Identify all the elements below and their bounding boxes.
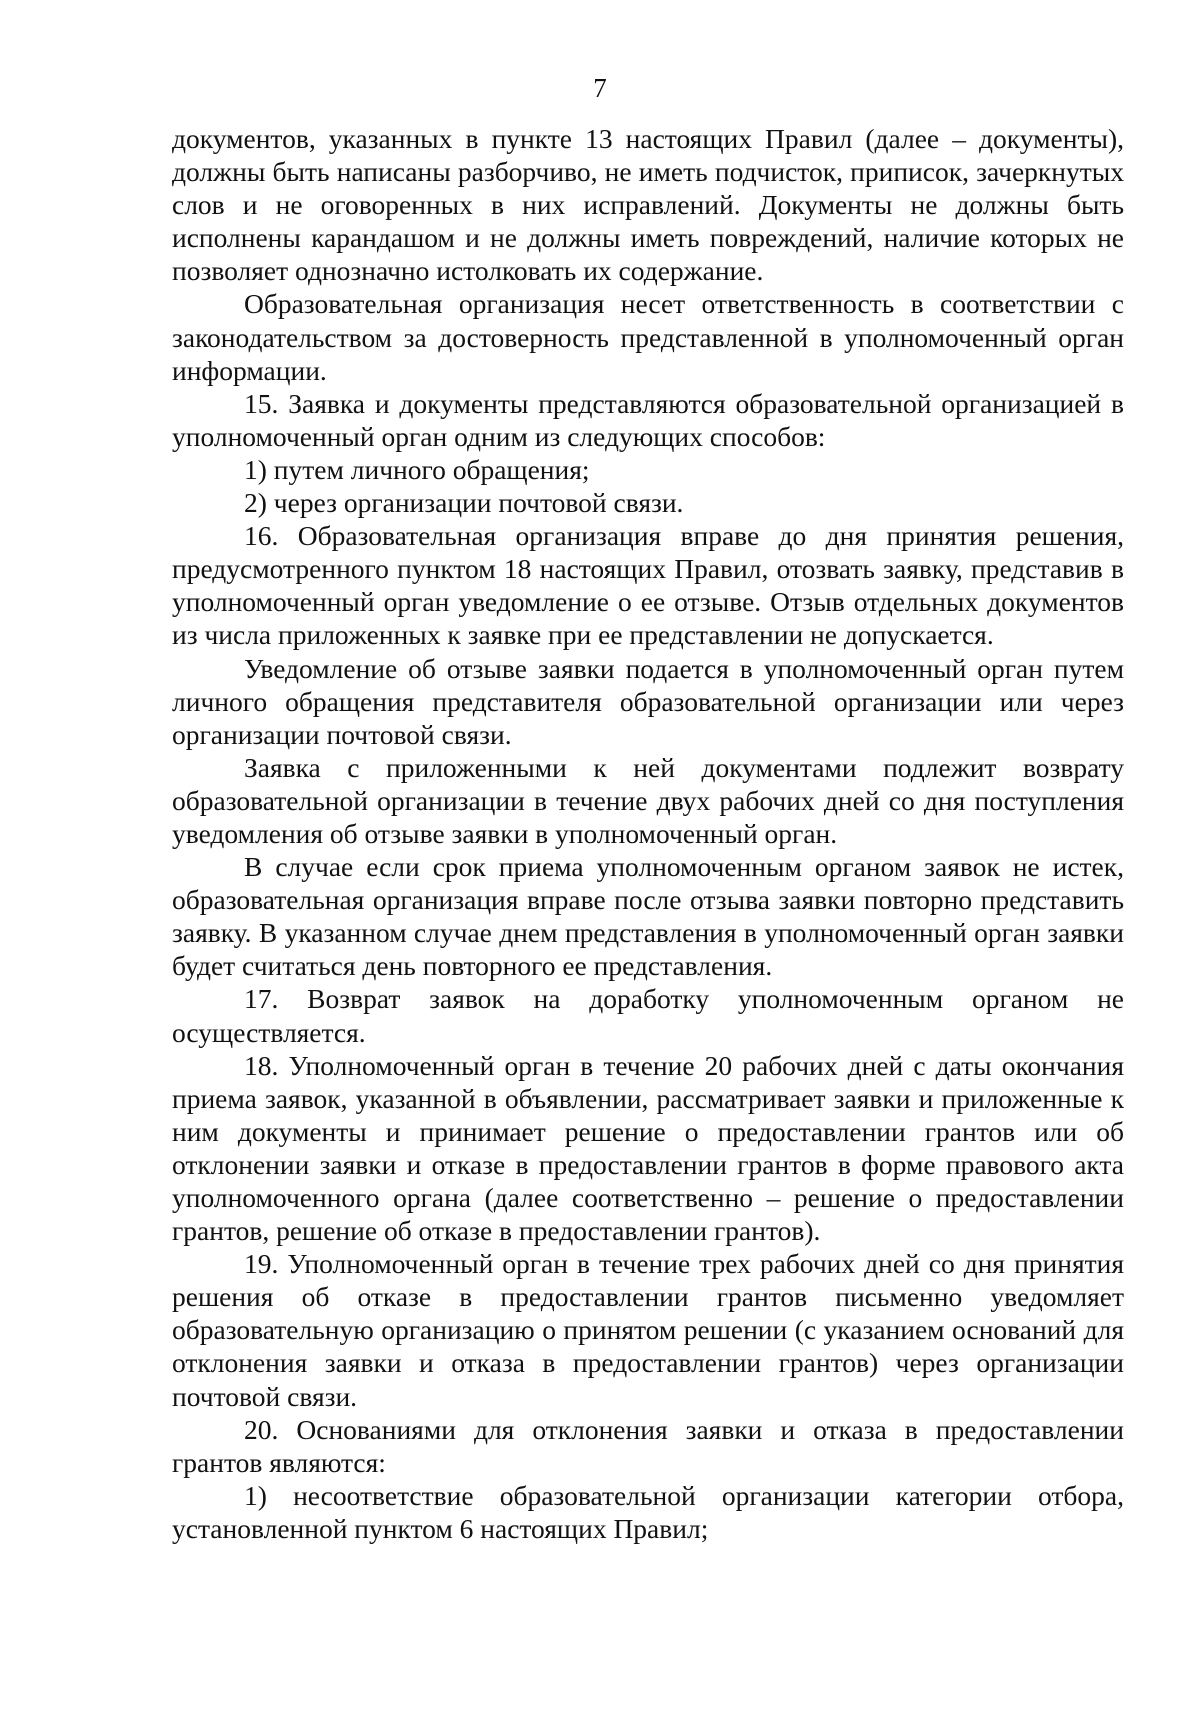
paragraph-15: 15. Заявка и документы представляются образовательной организацией в уполномоченный орган одним из следующих способов: — [172, 387, 1124, 452]
paragraph-16-notice: Уведомление об отзыве заявки подается в уполномоченный орган путем личного обращения представителя образовательной организации или через организации почтовой связи. — [172, 652, 1124, 750]
document-body — [172, 122, 1124, 1545]
paragraph-19: 19. Уполномоченный орган в течение трех рабочих дней со дня принятия решения об отказе в предоставлении грантов письменно уведомляет образовательную организацию о принятом решении (с указанием оснований для отклонения заявки и отказа в предоставлении грантов) через организации почтовой связи. — [172, 1248, 1124, 1412]
paragraph-16-return: Заявка с приложенными к ней документами подлежит возврату образовательной организации в течение двух рабочих дней со дня поступления уведомления об отзыве заявки в уполномоченный орган. — [172, 751, 1124, 849]
paragraph-responsibility: Образовательная организация несет ответственность в соответствии с законодательством за достоверность представленной в уполномоченный орган информации. — [172, 288, 1124, 386]
paragraph-16-resubmit: В случае если срок приема уполномоченным органом заявок не истек, образовательная организация вправе после отзыва заявки повторно представить заявку. В указанном случае днем представления в уполномоченный орган заявки будет считаться день повторного ее представления. — [172, 851, 1124, 982]
paragraph-16: 16. Образовательная организация вправе до дня принятия решения, предусмотренного пунктом 18 настоящих Правил, отозвать заявку, представив в уполномоченный орган уведомление о ее отзыве. Отзыв отдельных документов из числа приложенных к заявке при ее представлении не допускается. — [172, 520, 1124, 651]
page-number: 7 — [593, 73, 607, 103]
list-item-15-2: 2) через организации почтовой связи. — [244, 487, 684, 519]
paragraph-continuation: документов, указанных в пункте 13 настоящих Правил (далее – документы), должны быть написаны разборчиво, не иметь подчисток, приписок, зачеркнутых слов и не оговоренных в них исправлений. Документы не должны быть исполнены карандашом и не должны иметь повреждений, наличие которых не позволяет однозначно истолковать их содержание. — [172, 123, 1124, 287]
list-item-20-1: 1) несоответствие образовательной организации категории отбора, установленной пунктом 6 настоящих Правил; — [172, 1479, 1124, 1544]
paragraph-20: 20. Основаниями для отклонения заявки и отказа в предоставлении грантов являются: — [172, 1413, 1124, 1478]
list-item-15-1: 1) путем личного обращения; — [244, 453, 590, 485]
paragraph-17: 17. Возврат заявок на доработку уполномоченным органом не осуществляется. — [172, 983, 1124, 1048]
paragraph-18: 18. Уполномоченный орган в течение 20 рабочих дней с даты окончания приема заявок, указанной в объявлении, рассматривает заявки и приложенные к ним документы и принимает решение о предоставлении грантов или об отклонении заявки и отказе в предоставлении грантов в форме правового акта уполномоченного органа (далее соответственно – решение о предоставлении грантов, решение об отказе в предоставлении грантов). — [172, 1049, 1124, 1247]
